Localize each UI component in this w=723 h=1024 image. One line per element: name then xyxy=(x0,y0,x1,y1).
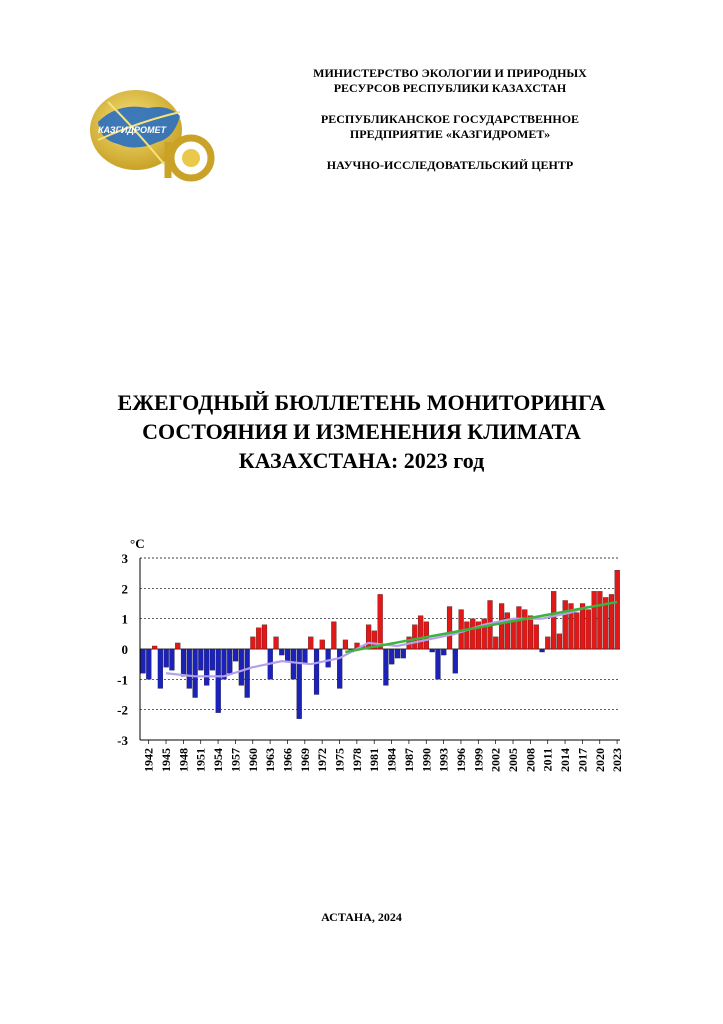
anomaly-bar-1941 xyxy=(141,649,146,673)
anomaly-bar-2023 xyxy=(615,570,620,649)
anomaly-bar-1954 xyxy=(216,649,221,713)
x-tick-label-2002: 2002 xyxy=(488,748,503,772)
anomaly-bar-1985 xyxy=(395,649,400,658)
x-tick-label-1942: 1942 xyxy=(141,748,156,772)
anomaly-bar-1964 xyxy=(274,637,279,649)
anomaly-bar-2004 xyxy=(505,613,510,649)
anomaly-bar-1946 xyxy=(169,649,174,670)
anomaly-bar-1998 xyxy=(470,619,475,649)
footer-city-year: АСТАНА, 2024 xyxy=(321,910,402,924)
ministry-name: МИНИСТЕРСТВО ЭКОЛОГИИ И ПРИРОДНЫХ РЕСУРСОВ РЕСПУБЛИКИ КАЗАХСТАН xyxy=(313,66,587,95)
anomaly-bar-2007 xyxy=(522,610,527,649)
y-tick-label: 3 xyxy=(121,551,128,566)
anomaly-bar-1984 xyxy=(389,649,394,664)
x-tick-label-2014: 2014 xyxy=(558,748,573,772)
anomaly-bar-1991 xyxy=(430,649,435,652)
bulletin-title xyxy=(40,388,683,475)
anomaly-bar-1967 xyxy=(291,649,296,679)
anomaly-bar-1965 xyxy=(279,649,284,655)
x-tick-label-1945: 1945 xyxy=(159,748,174,772)
anomaly-bar-1945 xyxy=(164,649,169,667)
anomaly-bar-1983 xyxy=(383,649,388,685)
anomaly-bar-1961 xyxy=(256,628,261,649)
anomaly-bar-1960 xyxy=(250,637,255,649)
anomaly-bar-1990 xyxy=(424,622,429,649)
x-tick-label-1999: 1999 xyxy=(471,748,486,772)
anomaly-bar-1953 xyxy=(210,649,215,670)
anomaly-bar-1944 xyxy=(158,649,163,688)
x-tick-label-1996: 1996 xyxy=(453,748,468,772)
anomaly-bar-1973 xyxy=(326,649,331,667)
anomaly-bar-1995 xyxy=(453,649,458,673)
anomaly-bar-1994 xyxy=(447,607,452,649)
anomaly-bar-1956 xyxy=(227,649,232,673)
anomaly-bar-2009 xyxy=(534,625,539,649)
x-tick-label-1963: 1963 xyxy=(263,748,278,772)
y-tick-label: 2 xyxy=(121,581,128,597)
anomaly-bar-1943 xyxy=(152,646,157,649)
anomaly-bar-1970 xyxy=(308,637,313,649)
anomaly-bar-1948 xyxy=(181,649,186,676)
anomaly-bar-1993 xyxy=(441,649,446,655)
x-tick-label-2008: 2008 xyxy=(523,748,538,772)
y-tick-label: -1 xyxy=(117,672,128,688)
anomaly-bar-1975 xyxy=(337,649,342,688)
logo-badge-inner-icon xyxy=(182,149,200,167)
research-center-name: НАУЧНО-ИССЛЕДОВАТЕЛЬСКИЙ ЦЕНТР xyxy=(326,158,574,172)
y-axis-label: °C xyxy=(130,536,145,551)
x-tick-label-2023: 2023 xyxy=(610,748,625,772)
anomaly-bar-1958 xyxy=(239,649,244,685)
title-line-3: КАЗАХСТАНА: 2023 год xyxy=(238,448,485,473)
anomaly-bar-1952 xyxy=(204,649,209,685)
anomaly-bar-2006 xyxy=(516,607,521,649)
x-tick-label-1972: 1972 xyxy=(315,748,330,772)
title-line-2: СОСТОЯНИЯ И ИЗМЕНЕНИЯ КЛИМАТА xyxy=(142,419,581,444)
x-tick-label-1957: 1957 xyxy=(228,748,243,772)
anomaly-bar-2017 xyxy=(580,604,585,650)
anomaly-bar-1989 xyxy=(418,616,423,649)
x-tick-label-1960: 1960 xyxy=(245,748,260,772)
x-tick-label-1981: 1981 xyxy=(367,748,382,772)
anomaly-bar-1968 xyxy=(297,649,302,719)
x-tick-label-1951: 1951 xyxy=(193,748,208,772)
x-tick-label-1966: 1966 xyxy=(280,748,295,772)
anomaly-bar-2012 xyxy=(551,591,556,649)
title-line-1: ЕЖЕГОДНЫЙ БЮЛЛЕТЕНЬ МОНИТОРИНГА xyxy=(117,390,606,415)
logo-text: КАЗГИДРОМЕТ xyxy=(98,125,166,135)
anomaly-bar-2020 xyxy=(597,591,602,649)
x-tick-label-1978: 1978 xyxy=(349,748,364,772)
anomaly-bar-2010 xyxy=(540,649,545,652)
anomaly-bar-1974 xyxy=(331,622,336,649)
anomaly-bar-1950 xyxy=(193,649,198,698)
anomaly-bar-1972 xyxy=(320,640,325,649)
anomaly-bar-1942 xyxy=(146,649,151,679)
anomaly-bar-2005 xyxy=(511,619,516,649)
x-tick-label-1954: 1954 xyxy=(211,748,226,772)
anomaly-bar-1976 xyxy=(343,640,348,649)
anomaly-bar-1951 xyxy=(198,649,203,670)
anomaly-bar-1986 xyxy=(401,649,406,658)
y-tick-label: 0 xyxy=(121,642,128,657)
anomaly-bar-2013 xyxy=(557,634,562,649)
anomaly-bar-2018 xyxy=(586,610,591,649)
anomaly-bar-2019 xyxy=(592,591,597,649)
temperature-anomaly-chart xyxy=(100,530,630,800)
x-tick-label-1987: 1987 xyxy=(401,748,416,772)
x-tick-label-2011: 2011 xyxy=(540,748,555,772)
x-tick-label-2017: 2017 xyxy=(575,748,590,772)
anomaly-bar-1949 xyxy=(187,649,192,688)
kazhydromet-logo xyxy=(88,82,223,187)
y-tick-label: 1 xyxy=(121,611,128,627)
anomaly-bar-2008 xyxy=(528,616,533,649)
x-tick-label-1975: 1975 xyxy=(332,748,347,772)
x-tick-label-1969: 1969 xyxy=(297,748,312,772)
anomaly-bar-1966 xyxy=(285,649,290,661)
anomaly-bar-1971 xyxy=(314,649,319,695)
anomaly-bar-1980 xyxy=(366,625,371,649)
x-tick-label-1948: 1948 xyxy=(176,748,191,772)
anomaly-bar-2003 xyxy=(499,604,504,650)
anomaly-bar-1969 xyxy=(303,649,308,664)
anomaly-bar-2002 xyxy=(493,637,498,649)
y-tick-label: -3 xyxy=(117,733,128,748)
anomaly-bar-2011 xyxy=(545,637,550,649)
x-tick-label-2005: 2005 xyxy=(506,748,521,772)
anomaly-bar-1957 xyxy=(233,649,238,661)
anomaly-bar-1992 xyxy=(436,649,441,679)
anomaly-bar-2016 xyxy=(574,613,579,649)
anomaly-bar-1962 xyxy=(262,625,267,649)
anomaly-bar-2014 xyxy=(563,600,568,649)
anomaly-bar-1988 xyxy=(412,625,417,649)
x-tick-label-1984: 1984 xyxy=(384,748,399,772)
x-tick-label-1993: 1993 xyxy=(436,748,451,772)
anomaly-bar-1997 xyxy=(464,622,469,649)
x-tick-label-1990: 1990 xyxy=(419,748,434,772)
x-tick-label-2020: 2020 xyxy=(592,748,607,772)
anomaly-bar-1982 xyxy=(378,594,383,649)
enterprise-name: РЕСПУБЛИКАНСКОЕ ГОСУДАРСТВЕННОЕ ПРЕДПРИЯТИЕ «КАЗГИДРОМЕТ» xyxy=(320,112,580,141)
y-tick-label: -2 xyxy=(117,702,128,718)
header-block xyxy=(250,66,650,189)
anomaly-bar-2000 xyxy=(482,619,487,649)
anomaly-bar-1947 xyxy=(175,643,180,649)
anomaly-bar-1959 xyxy=(245,649,250,698)
